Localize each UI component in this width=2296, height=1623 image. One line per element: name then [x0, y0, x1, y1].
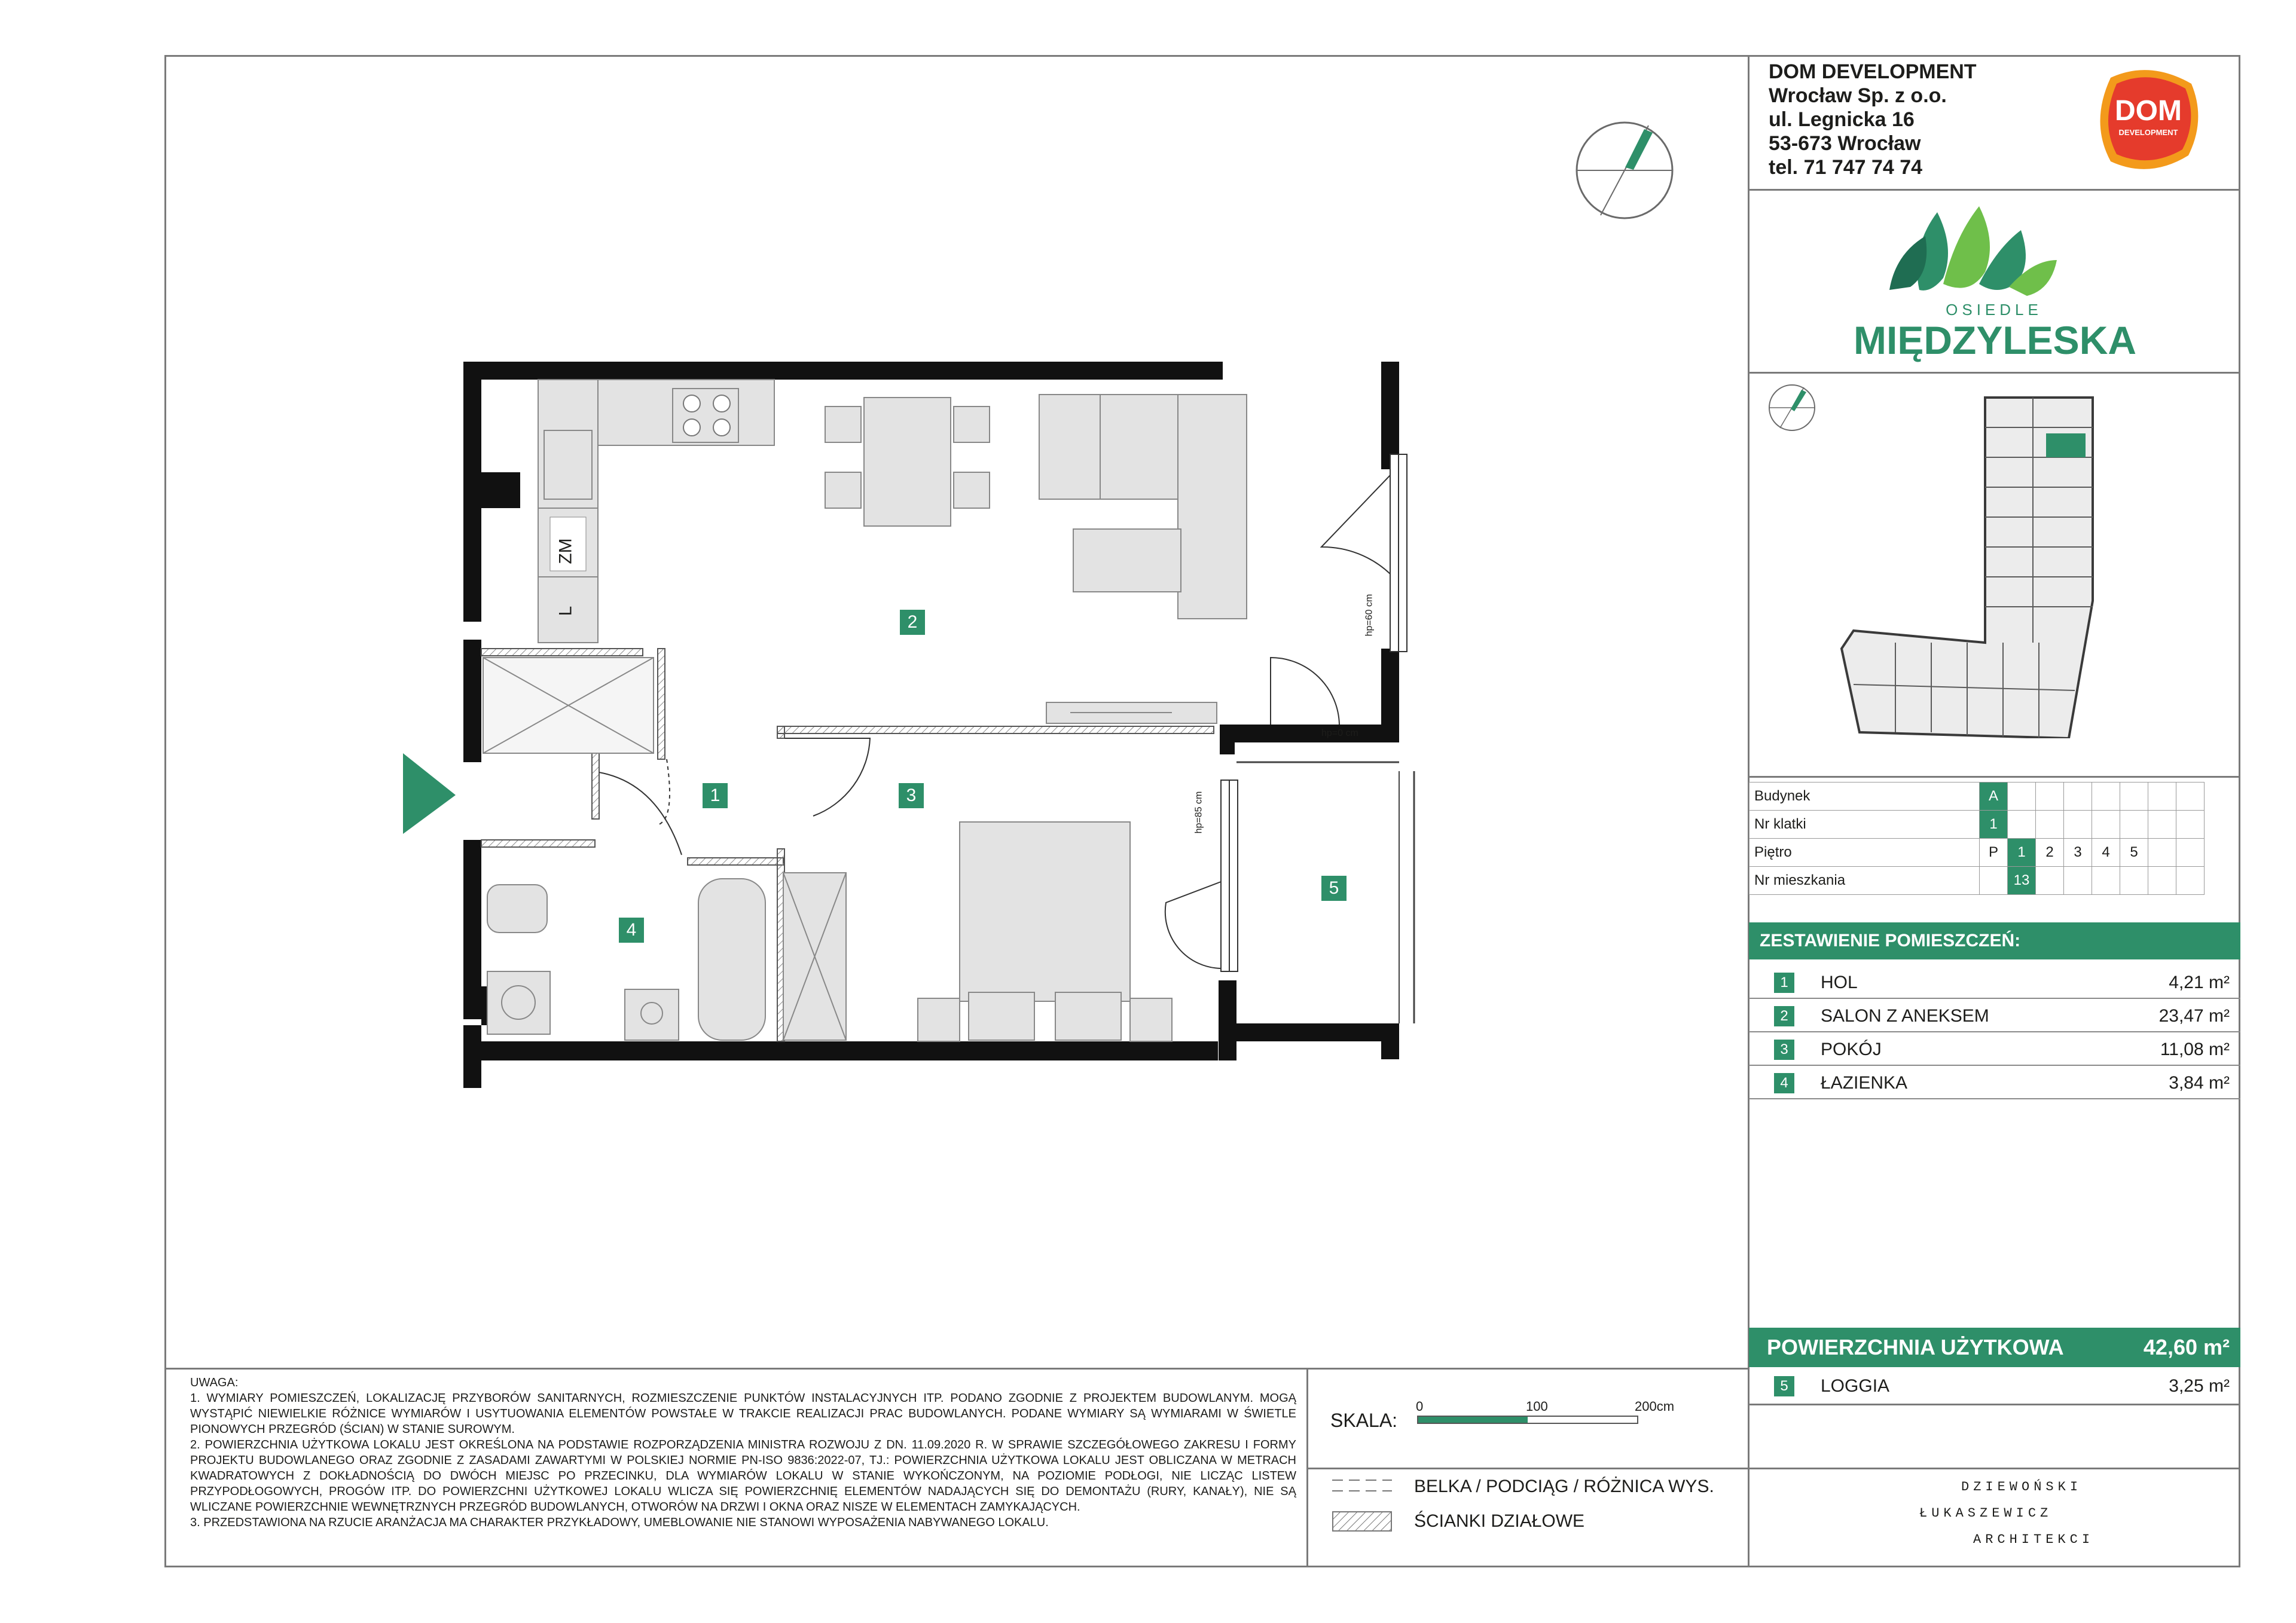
estate-leaf-icon [1854, 194, 2141, 314]
walls-legend-icon [1332, 1511, 1392, 1532]
room-row [1749, 999, 2240, 1032]
loggia-row [1749, 1369, 2240, 1402]
scale-tick-200: 200cm [1635, 1399, 1675, 1414]
keyplan-divider [1749, 776, 2240, 778]
key-plan [1758, 380, 2224, 738]
total-area-bar [1749, 1328, 2240, 1367]
floor-plan [395, 347, 1459, 1088]
room-label-4: 4 [619, 918, 644, 943]
budynek-label: Budynek [1750, 783, 1980, 811]
room-area: 23,47 m² [2158, 1006, 2230, 1026]
company-street: ul. Legnicka 16 [1769, 108, 1915, 131]
entry-arrow-icon [403, 753, 456, 834]
loggia-number: 5 [1774, 1376, 1794, 1396]
room-number: 4 [1774, 1073, 1794, 1093]
room-name: SALON Z ANEKSEM [1821, 1006, 1989, 1026]
room-label-3: 3 [899, 783, 924, 808]
pietro-label: Piętro [1750, 839, 1980, 867]
room-area: 11,08 m² [2160, 1040, 2230, 1059]
company-name: DOM DEVELOPMENT [1769, 60, 1977, 83]
company-divider [1749, 189, 2240, 191]
keyplan-compass-icon [1769, 385, 1815, 430]
klatka-value: 1 [1980, 811, 2008, 839]
notes-divider [164, 1368, 1749, 1370]
dom-logo-text: DOM [2115, 95, 2182, 127]
mieszkanie-label: Nr mieszkania [1750, 867, 1980, 895]
north-compass-icon [1574, 120, 1675, 221]
architects-divider [1749, 1468, 2240, 1469]
architects-line3: ARCHITEKCI [1973, 1532, 2095, 1547]
architects-line2: ŁUKASZEWICZ [1919, 1506, 2053, 1521]
architects-line1: DZIEWOŃSKI [1961, 1480, 2083, 1494]
l-label: L [555, 606, 576, 616]
estate-small-name: OSIEDLE [1946, 301, 2042, 319]
note-item: 2. POWIERZCHNIA UŻYTKOWA LOKALU JEST OKREŚLONA NA PODSTAWIE ROZPORZĄDZENIA MINISTRA ROZWOJU Z DN. 11.09.2020 R. W SPRAWIE SZCZEGÓŁOWEGO ZAKRESU I FORMY PROJEKTU BUDOWLANEGO ORAZ ZGODNIE Z ZASADAMI ZAWARTYMI W POLSKIEJ NORMIE PN-ISO 9836:2022-07, TJ.: POWIERZCHNIA UŻYTKOWA LOKALU JEST OBLICZANA W METRACH KWADRATOWYCH Z DOKŁADNOŚCIĄ DO DWÓCH MIEJSC PO PRZECINKU, DLA WYMIARÓW LOKALU W STANIE WYKOŃCZONYM, NA POZIOMIE PODŁOGI, NIE LICZĄC LISTEW PRZYPODŁOGOWYCH, PROGÓW ITP. DO POWIERZCHNI UŻYTKOWEJ LOKALU WLICZA SIĘ POWIERZCHNIĘ ELEMENTÓW NADAJĄCYCH SIĘ DO DEMONTAŻU (RURY, KANAŁY), NIE SĄ WLICZANE POWIERZCHNIE WEWNĘTRZNYCH PRZEGRÓD BUDOWLANYCH, OTWORÓW NA DRZWI I OKNA ORAZ NISZE W ELEMENTACH ZAMYKAJĄCYCH. [190, 1438, 1296, 1514]
room-row [1749, 1066, 2240, 1099]
mieszkanie-row [1750, 867, 2205, 895]
room-label-5: 5 [1321, 876, 1347, 901]
scale-divider [1306, 1468, 1749, 1469]
room-area: 3,84 m² [2169, 1073, 2230, 1093]
dom-logo-subtext: DEVELOPMENT [2118, 128, 2178, 137]
scale-label: SKALA: [1330, 1410, 1398, 1431]
notes-title: UWAGA: [190, 1376, 239, 1389]
klatka-row [1750, 811, 2205, 839]
company-city: 53-673 Wrocław [1769, 132, 1921, 155]
company-address [1769, 60, 1977, 179]
room-row [1749, 965, 2240, 999]
room-area: 4,21 m² [2169, 973, 2230, 992]
scale-tick-0: 0 [1416, 1399, 1424, 1414]
total-label: POWIERZCHNIA UŻYTKOWA [1767, 1335, 2064, 1359]
hp85-label: hp=85 cm [1193, 791, 1204, 834]
walls-legend-label: ŚCIANKI DZIAŁOWE [1414, 1511, 1585, 1531]
budynek-row [1750, 783, 2205, 811]
note-item: 1. WYMIARY POMIESZCZEŃ, LOKALIZACJĘ PRZYBORÓW SANITARNYCH, ROZMIESZCZENIE PUNKTÓW INSTALACYJNYCH ITP. PODANO ZGODNIE Z PROJEKTEM BUDOWLANYM. MOGĄ WYSTĄPIĆ NIEWIELKIE RÓŻNICE WYMIARÓW I USYTUOWANIA ELEMENTÓW POWSTAŁE W TRAKCIE REALIZACJI PRAC BUDOWLANYCH. PODANE WYMIARY SĄ WYMIARAMI W ŚWIETLE PIONOWYCH PRZEGRÓD (ŚCIAN) W STANIE SUROWYM. [190, 1392, 1296, 1436]
beam-legend-label: BELKA / PODCIĄG / RÓŻNICA WYS. [1414, 1477, 1714, 1496]
scale-bar [1417, 1416, 1638, 1424]
pietro-row [1750, 839, 2205, 867]
room-label-2: 2 [900, 610, 925, 635]
loggia-name: LOGGIA [1821, 1376, 1890, 1396]
company-phone: tel. 71 747 74 74 [1769, 156, 1923, 179]
estate-logo [1854, 194, 2141, 368]
company-line2: Wrocław Sp. z o.o. [1769, 84, 1947, 107]
logo-divider [1749, 372, 2240, 374]
rooms-header: ZESTAWIENIE POMIESZCZEŃ: [1749, 922, 2240, 959]
mieszkanie-value: 13 [2008, 867, 2036, 895]
pietro-4: 4 [2092, 839, 2120, 867]
room-number: 2 [1774, 1006, 1794, 1026]
loggia-divider [1749, 1404, 2240, 1405]
room-name: HOL [1821, 973, 1858, 992]
pietro-2: 2 [2036, 839, 2064, 867]
pietro-p: P [1980, 839, 2008, 867]
zm-label: ZM [555, 538, 576, 564]
budynek-value: A [1980, 783, 2008, 811]
total-value: 42,60 m² [2143, 1335, 2230, 1359]
hp0-label: hp=0 cm [1321, 728, 1358, 738]
beam-legend-icon [1332, 1478, 1392, 1493]
dom-development-logo [2093, 66, 2204, 173]
note-item: 3. PRZEDSTAWIONA NA RZUCIE ARANŻACJA MA CHARAKTER PRZYKŁADOWY, UMEBLOWANIE NIE STANOWI WYPOSAŻENIA NABYWANEGO LOKALU. [190, 1516, 1049, 1529]
room-number: 3 [1774, 1040, 1794, 1060]
loggia-area: 3,25 m² [2169, 1376, 2230, 1396]
room-row [1749, 1032, 2240, 1066]
room-name: POKÓJ [1821, 1040, 1882, 1059]
notes-block [190, 1375, 1296, 1530]
architects-logo [1913, 1480, 2093, 1557]
pietro-3: 3 [2064, 839, 2092, 867]
scale-tick-100: 100 [1526, 1399, 1548, 1414]
estate-big-name: MIĘDZYLESKA [1854, 318, 2137, 362]
room-number: 1 [1774, 973, 1794, 993]
room-name: ŁAZIENKA [1821, 1073, 1908, 1093]
pietro-5: 5 [2120, 839, 2148, 867]
klatka-label: Nr klatki [1750, 811, 1980, 839]
hp60-label: hp=60 cm [1364, 594, 1375, 637]
unit-info-table [1749, 782, 2205, 895]
room-label-1: 1 [703, 783, 728, 808]
pietro-1: 1 [2008, 839, 2036, 867]
